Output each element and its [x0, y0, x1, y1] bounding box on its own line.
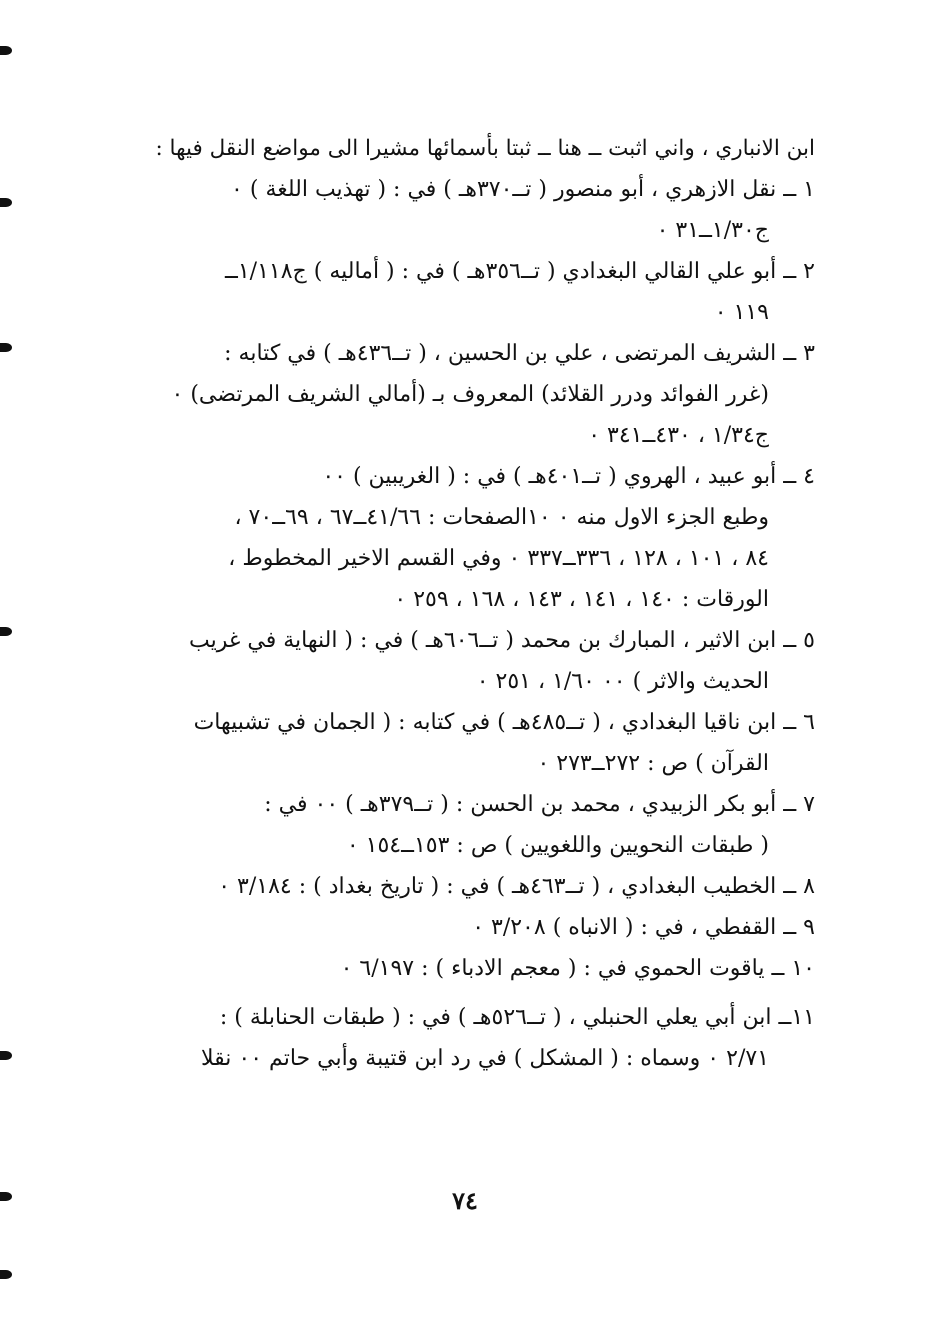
entry-10-line: ١٠ ــ ياقوت الحموي في : ( معجم الادباء ) : ٦/١٩٧ ٠	[340, 956, 815, 981]
entry-4-cont: ٨٤ ، ١٠١ ، ١٢٨ ، ٣٣٦ــ٣٣٧ ٠ وفي القسم الاخير المخطوط ،	[228, 546, 769, 571]
entry-4-cont: وطبع الجزء الاول منه ٠ ١٠الصفحات : ٤١/٦٦ــ٦٧ ، ٦٩ــ٧٠ ،	[234, 505, 769, 530]
entry-1-cont: ج١/٣٠ــ٣١ ٠	[656, 218, 769, 243]
entry-1-line: ١ ــ نقل الازهري ، أبو منصور ( تــ٣٧٠هـ ) في : ( تهذيب اللغة ) ٠	[231, 177, 815, 202]
margin-mark	[0, 627, 12, 636]
entry-2-cont: ١١٩ ٠	[714, 300, 769, 325]
entry-6-line: ٦ ــ ابن ناقيا البغدادي ، ( تــ٤٨٥هـ ) في كتابه : ( الجمان في تشبيهات	[193, 710, 815, 735]
margin-mark	[0, 1270, 12, 1279]
intro-line: ابن الانباري ، واني اثبت ــ هنا ــ ثبتا بأسمائها مشيرا الى مواضع النقل فيها :	[155, 136, 815, 161]
body-text	[150, 128, 815, 1079]
margin-mark	[0, 1192, 12, 1201]
entry-5-line: ٥ ــ ابن الاثير ، المبارك بن محمد ( تــ٦٠٦هـ ) في : ( النهاية في غريب	[189, 628, 815, 653]
entry-3-cont: (غرر الفوائد ودرر القلائد) المعروف بـ (أمالي الشريف المرتضى) ٠	[171, 382, 769, 407]
entry-7-cont: ( طبقات النحويين واللغويين ) ص : ١٥٣ــ١٥٤ ٠	[346, 833, 769, 858]
entry-2-line: ٢ ــ أبو علي القالي البغدادي ( تــ٣٥٦هـ ) في : ( أماليه ) ج١/١١٨ــ	[224, 259, 815, 284]
entry-6-cont: القرآن ) ص : ٢٧٢ــ٢٧٣ ٠	[537, 751, 769, 776]
entry-3-line: ٣ ــ الشريف المرتضى ، علي بن الحسين ، ( تــ٤٣٦هـ ) في كتابه :	[224, 341, 815, 366]
margin-mark	[0, 198, 12, 207]
margin-mark	[0, 1051, 12, 1060]
entry-11-line: ١١ــ ابن أبي يعلي الحنبلي ، ( تــ٥٢٦هـ ) في : ( طبقات الحنابلة ) :	[219, 1005, 815, 1030]
entry-11-cont: ٢/٧١ ٠ وسماه : ( المشكل ) في رد ابن قتيبة وأبي حاتم ٠٠ نقلا	[201, 1046, 769, 1071]
page-number: ٧٤	[452, 1186, 478, 1215]
entry-7-line: ٧ ــ أبو بكر الزبيدي ، محمد بن الحسن : ( تــ٣٧٩هـ ) ٠٠ في :	[264, 792, 815, 817]
entry-3-cont: ج١/٣٤ ، ٤٣٠ــ٣٤١ ٠	[588, 423, 769, 448]
margin-mark	[0, 343, 12, 352]
entry-5-cont: الحديث والاثر ) ٠٠ ١/٦٠ ، ٢٥١ ٠	[476, 669, 769, 694]
margin-mark	[0, 46, 12, 55]
entry-9-line: ٩ ــ القفطي ، في : ( الانباه ) ٣/٢٠٨ ٠	[472, 915, 815, 940]
entry-4-cont: الورقات : ١٤٠ ، ١٤١ ، ١٤٣ ، ١٦٨ ، ٢٥٩ ٠	[394, 587, 769, 612]
spacer	[150, 989, 815, 997]
entry-8-line: ٨ ــ الخطيب البغدادي ، ( تــ٤٦٣هـ ) في : ( تاريخ بغداد ) : ٣/١٨٤ ٠	[218, 874, 815, 899]
entry-4-line: ٤ ــ أبو عبيد ، الهروي ( تــ٤٠١هـ ) في : ( الغريبين ) ٠٠	[322, 464, 815, 489]
